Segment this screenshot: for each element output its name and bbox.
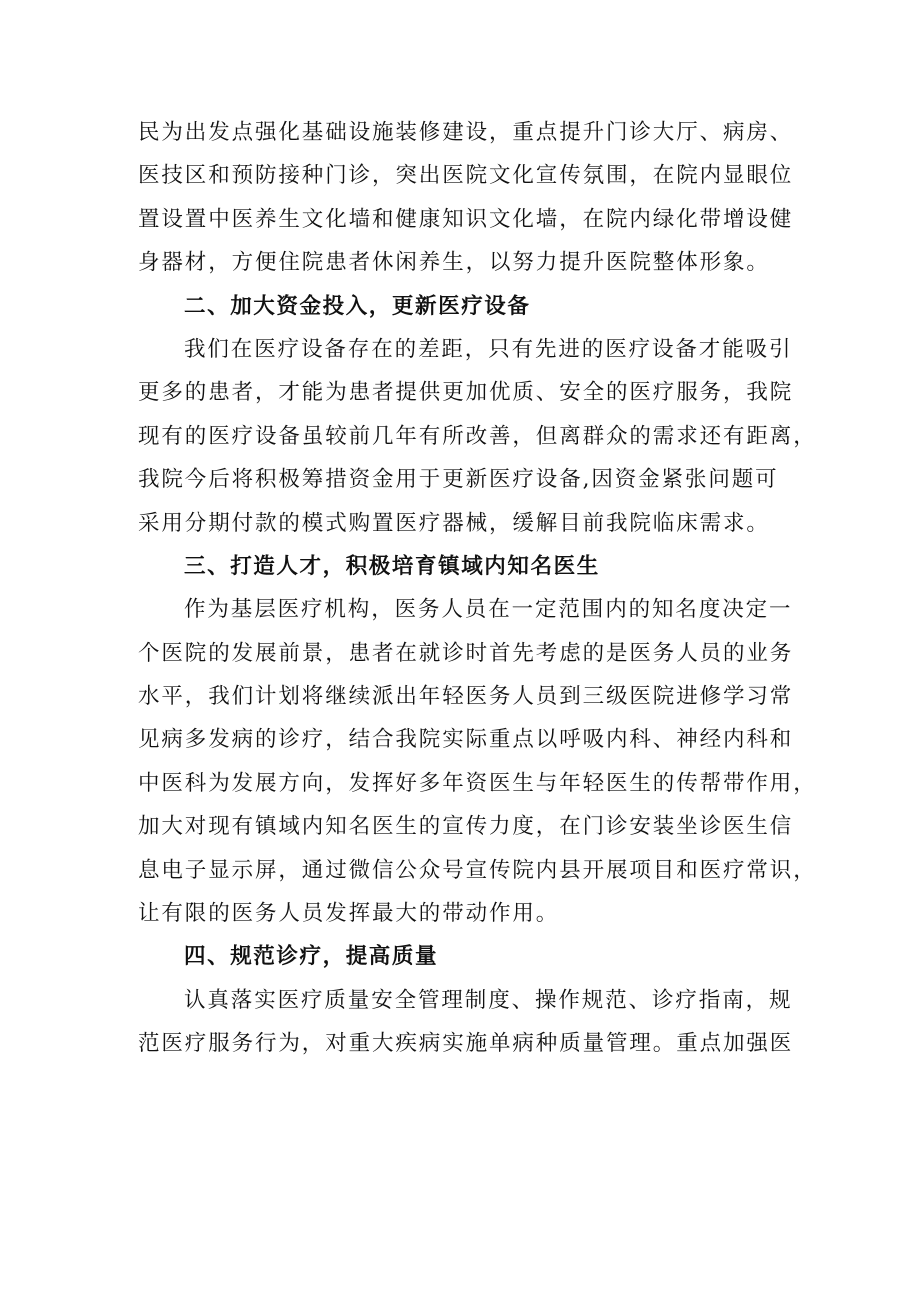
paragraph-funding bbox=[138, 328, 817, 545]
section-heading-quality: 四、规范诊疗，提高质量 bbox=[184, 944, 439, 970]
text-line: 更多的患者，才能为患者提供更加优质、安全的医疗服务，我院 bbox=[138, 380, 794, 406]
text-line: 我们在医疗设备存在的差距，只有先进的医疗设备才能吸引 bbox=[184, 336, 793, 362]
paragraph-facility-upgrade bbox=[138, 111, 806, 285]
text-line: 作为基层医疗机构，医务人员在一定范围内的知名度决定一 bbox=[184, 597, 793, 623]
document-body bbox=[138, 111, 817, 1066]
text-line: 我院今后将积极筹措资金用于更新医疗设备,因资金紧张问题可 bbox=[138, 467, 779, 493]
text-line: 息电子显示屏，通过微信公众号宣传院内县开展项目和医疗常识， bbox=[138, 857, 817, 883]
text-line: 采用分期付款的模式购置医疗器械，缓解目前我院临床需求。 bbox=[138, 510, 770, 536]
text-line: 见病多发病的诊疗，结合我院实际重点以呼吸内科、神经内科和 bbox=[138, 727, 794, 753]
text-line: 中医科为发展方向，发挥好多年资医生与年轻医生的传帮带作用， bbox=[138, 770, 817, 796]
text-line: 置设置中医养生文化墙和健康知识文化墙，在院内绿化带增设健 bbox=[138, 206, 794, 232]
text-line: 范医疗服务行为，对重大疾病实施单病种质量管理。重点加强医 bbox=[138, 1031, 794, 1057]
text-line: 现有的医疗设备虽较前几年有所改善，但离群众的需求还有距离， bbox=[138, 423, 817, 449]
paragraph-talent bbox=[138, 588, 817, 935]
text-line: 水平，我们计划将继续派出年轻医务人员到三级医院进修学习常 bbox=[138, 684, 794, 710]
paragraph-quality bbox=[138, 979, 806, 1066]
text-line: 医技区和预防接种门诊，突出医院文化宣传氛围，在院内显眼位 bbox=[138, 163, 794, 189]
text-line: 认真落实医疗质量安全管理制度、操作规范、诊疗指南，规 bbox=[184, 987, 793, 1013]
text-line: 个医院的发展前景，患者在就诊时首先考虑的是医务人员的业务 bbox=[138, 640, 794, 666]
section-heading-talent: 三、打造人才，积极培育镇域内知名医生 bbox=[184, 553, 600, 579]
text-line: 身器材，方便住院患者休闲养生，以努力提升医院整体形象。 bbox=[138, 250, 770, 276]
text-line: 民为出发点强化基础设施装修建设，重点提升门诊大厅、病房、 bbox=[138, 120, 794, 145]
section-heading-funding: 二、加大资金投入，更新医疗设备 bbox=[184, 293, 531, 319]
text-line: 让有限的医务人员发挥最大的带动作用。 bbox=[138, 901, 560, 927]
text-line: 加大对现有镇域内知名医生的宣传力度，在门诊安装坐诊医生信 bbox=[138, 814, 794, 840]
